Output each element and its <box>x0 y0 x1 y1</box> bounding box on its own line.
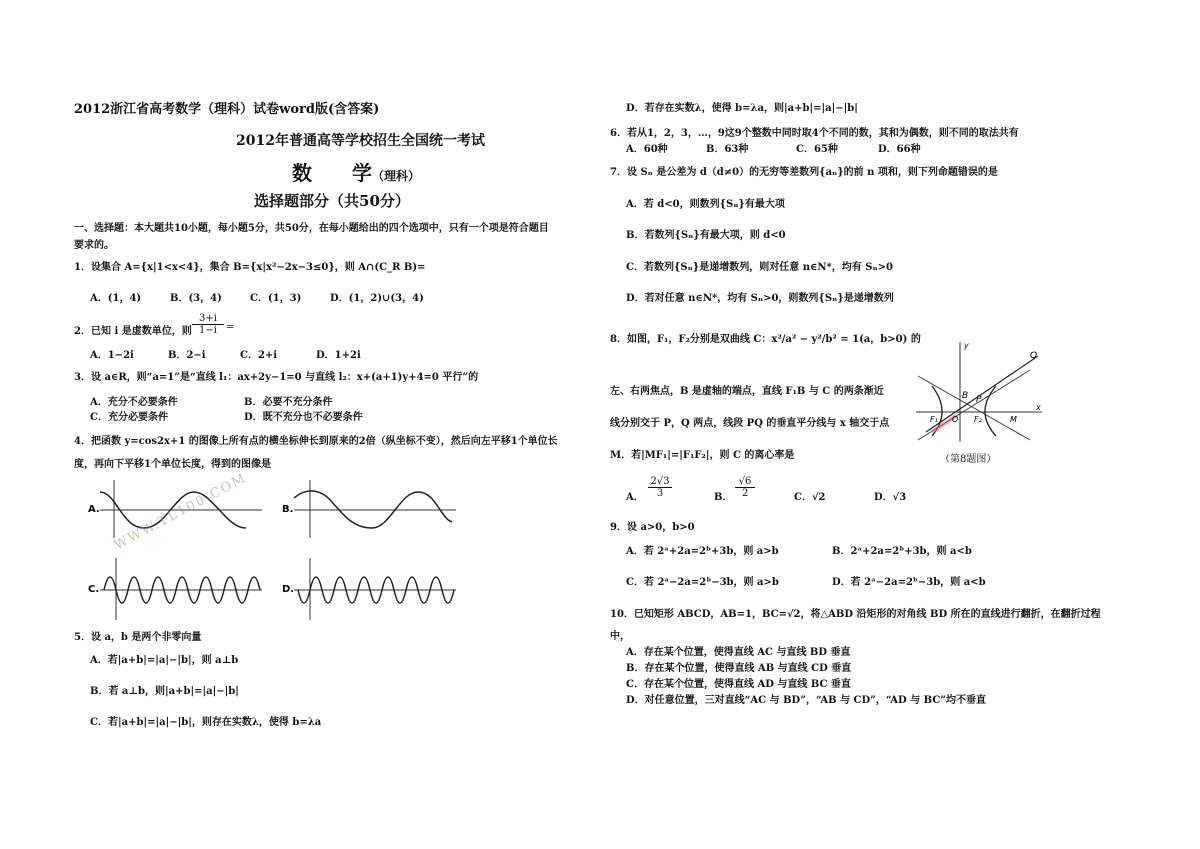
q8-line-2: 左、右两焦点，B 是虚轴的端点，直线 F₁B 与 C 的两条渐近 <box>610 386 884 397</box>
label-p: P <box>976 395 982 405</box>
q8-option-b-num: √6 <box>735 476 755 488</box>
q8-option-b-label: B． <box>714 492 733 503</box>
q2-frac-den: 1−i <box>199 325 217 336</box>
q4-graph-a-label: A. <box>88 504 100 515</box>
q9-option-d: D．若 2ᵃ−2a=2ᵇ−3b，则 a<b <box>832 577 986 588</box>
q8-option-a-frac <box>648 476 672 499</box>
label-q: Q <box>1030 351 1038 361</box>
label-f1: F₁ <box>930 415 938 424</box>
q3-option-c: C．充分必要条件 <box>90 412 168 423</box>
subject-heading <box>292 157 420 186</box>
q6-option-a: A．60种 <box>626 144 668 155</box>
q3-stem: 3．设 a∈R，则“a=1”是“直线 l₁：ax+2y−1=0 与直线 l₂：x+(a+1)y+4=0 平行”的 <box>74 372 479 383</box>
q8-option-d-value: √3 <box>892 492 907 503</box>
line-f1b <box>926 356 1038 432</box>
q2-frac-num: 3+i <box>192 313 224 325</box>
q8-line-1: 8．如图，F₁，F₂分别是双曲线 C：x²/a² − y²/b² = 1(a，b>0) 的 <box>610 334 921 345</box>
q6-option-d: D．66种 <box>878 144 921 155</box>
q10-line-1: 10．已知矩形 ABCD，AB=1，BC=√2，将△ABD 沿矩形的对角线 BD 所在的直线进行翻折，在翻折过程 <box>610 609 1101 620</box>
q4-line-1: 4．把函数 y=cos2x+1 的图像上所有点的横坐标伸长到原来的2倍（纵坐标不变），然后向左平移1个单位长 <box>74 436 558 447</box>
q7-option-a: A．若 d<0，则数列{Sₙ}有最大项 <box>626 199 785 210</box>
q8-fig-caption: （第8题图） <box>940 454 997 465</box>
q6-option-c: C．65种 <box>796 144 838 155</box>
q1-option-b: B．(3，4) <box>170 293 222 304</box>
q10-option-d: D．对任意位置，三对直线“AC 与 BD”，“AB 与 CD”，“AD 与 BC”均不垂直 <box>626 695 987 706</box>
q2-stem: 2．已知 i 是虚数单位，则 <box>74 326 192 337</box>
q8-option-a-num: 2√3 <box>648 476 672 488</box>
q4-line-2: 度，再向下平移1个单位长度，得到的图像是 <box>74 459 271 470</box>
q4-graph-c-label: C. <box>88 584 100 595</box>
q8-option-c <box>794 488 826 503</box>
q6-stem: 6．若从1，2，3，…，9这9个整数中同时取4个不同的数，其和为偶数，则不同的取法共有 <box>610 128 1019 139</box>
label-x: x <box>1036 403 1041 412</box>
q10-option-a: A．存在某个位置，使得直线 AC 与直线 BD 垂直 <box>626 647 851 658</box>
q10-line-2: 中， <box>610 631 630 642</box>
q8-option-d <box>874 488 906 503</box>
q8-option-c-value: √2 <box>811 492 826 503</box>
q9-option-c: C．若 2ᵃ−2a=2ᵇ−3b，则 a>b <box>626 577 779 588</box>
q3-option-d: D．既不充分也不必要条件 <box>244 412 363 423</box>
q8-option-a-den: 3 <box>656 488 664 499</box>
q1-option-c: C．(1，3) <box>250 293 302 304</box>
label-y: y <box>964 341 969 350</box>
label-o: O <box>952 415 959 424</box>
q6-option-b: B．63种 <box>706 144 749 155</box>
q5-option-c: C．若|a+b|=|a|−|b|，则存在实数λ，使得 b=λa <box>90 717 322 728</box>
doc-title: 2012浙江省高考数学（理科）试卷word版(含答案) <box>74 102 380 117</box>
q4-graph-b-label: B. <box>282 504 294 515</box>
instructions-line-1: 一、选择题：本大题共10小题，每小题5分，共50分，在每小题给出的四个选项中，只有一个项是符合题目 <box>74 223 549 234</box>
q8-option-d-label: D． <box>874 492 893 503</box>
q8-option-c-label: C． <box>794 492 812 503</box>
q5-option-a: A．若|a+b|=|a|−|b|，则 a⊥b <box>90 655 239 666</box>
subject: 数 学 <box>292 161 372 185</box>
q10-option-c: C．存在某个位置，使得直线 AD 与直线 BC 垂直 <box>626 679 851 690</box>
q4-curve-b <box>294 491 452 528</box>
watermark-text: WWW.TL100.COM <box>112 470 250 554</box>
label-m: M <box>1010 415 1017 424</box>
q9-option-a: A．若 2ᵃ+2a=2ᵇ+3b，则 a>b <box>626 546 779 557</box>
q4-graph-c <box>86 556 266 622</box>
label-b: B <box>962 391 969 401</box>
q10-option-b: B．存在某个位置，使得直线 AB 与直线 CD 垂直 <box>626 663 852 674</box>
q8-option-b-frac <box>735 476 755 499</box>
q1-option-d: D．(1，2)∪(3，4) <box>330 293 424 304</box>
q7-option-d: D．若对任意 n∈N*，均有 Sₙ>0，则数列{Sₙ}是递增数列 <box>626 293 894 304</box>
q2-option-c: C．2+i <box>240 350 278 361</box>
q8-figure <box>912 336 1046 448</box>
q8-line-3: 线分别交于 P，Q 两点，线段 PQ 的垂直平分线与 x 轴交于点 <box>610 418 890 429</box>
q3-option-b: B．必要不充分条件 <box>244 397 333 408</box>
exam-title: 2012年普通高等学校招生全国统一考试 <box>236 133 485 149</box>
q4-graph-d-label: D. <box>282 584 295 595</box>
q1-option-a: A．(1，4) <box>90 293 142 304</box>
q8-option-a-label: A． <box>626 492 644 503</box>
q5-stem: 5．设 a，b 是两个非零向量 <box>74 632 202 643</box>
hyperbola-right <box>985 386 996 436</box>
q2-fraction <box>192 313 224 336</box>
q8-option-b-den: 2 <box>741 488 749 499</box>
q7-option-c: C．若数列{Sₙ}是递增数列，则对任意 n∈N*，均有 Sₙ>0 <box>626 262 893 273</box>
q9-stem: 9．设 a>0，b>0 <box>610 522 695 533</box>
label-f2: F₂ <box>974 415 982 424</box>
instructions-line-2: 要求的。 <box>74 240 114 251</box>
q1-stem: 1．设集合 A={x|1<x<4}，集合 B={x|x²−2x−3≤0}，则 A∩(C_R B)= <box>74 262 426 273</box>
q2-option-d: D．1+2i <box>316 350 361 361</box>
q2-option-b: B．2−i <box>168 350 206 361</box>
q8-line-4: M．若|MF₁|=|F₁F₂|，则 C 的离心率是 <box>610 450 795 461</box>
q2-frac-tail: = <box>226 322 235 333</box>
q2-option-a: A．1−2i <box>90 350 134 361</box>
q3-option-a: A．充分不必要条件 <box>90 397 178 408</box>
subject-note: （理科） <box>372 169 421 183</box>
section-title: 选择题部分（共50分） <box>254 192 410 210</box>
q5-option-d: D．若存在实数λ，使得 b=λa，则|a+b|=|a|−|b| <box>626 103 858 114</box>
q4-graph-d <box>280 556 460 622</box>
q5-option-b: B．若 a⊥b，则|a+b|=|a|−|b| <box>90 686 239 697</box>
q4-graph-b <box>280 478 460 540</box>
q9-option-b: B．2ᵃ+2a=2ᵇ+3b，则 a<b <box>832 546 972 557</box>
q7-option-b: B．若数列{Sₙ}有最大项，则 d<0 <box>626 230 786 241</box>
q7-stem: 7．设 Sₙ 是公差为 d（d≠0）的无穷等差数列{aₙ}的前 n 项和，则下列命题错误的是 <box>610 167 998 178</box>
